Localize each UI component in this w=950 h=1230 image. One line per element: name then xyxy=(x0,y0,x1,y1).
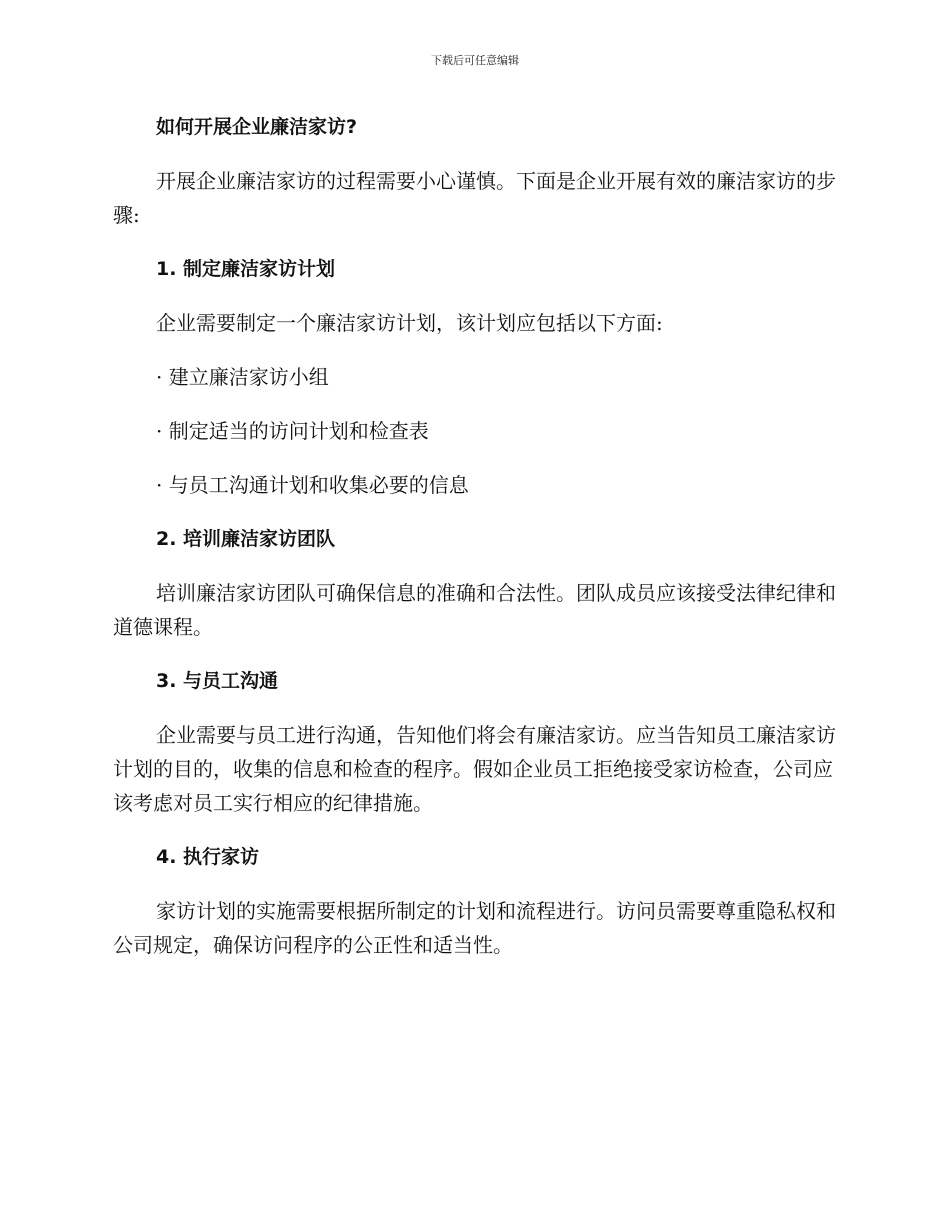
section-text-1: 企业需要制定一个廉洁家访计划，该计划应包括以下方面: xyxy=(156,311,663,335)
document-body xyxy=(113,110,837,962)
bullet-item: · 与员工沟通计划和收集必要的信息 xyxy=(156,473,469,497)
section-text-3: 企业需要与员工进行沟通，告知他们将会有廉洁家访。应当告知员工廉洁家访计划的目的，收集的信息和检查的程序。假如企业员工拒绝接受家访检查，公司应该考虑对员工实行相应的纪律措施。 xyxy=(113,723,836,815)
bullet-item: · 制定适当的访问计划和检查表 xyxy=(156,419,429,443)
section-heading-2: 2. 培训廉洁家访团队 xyxy=(156,528,336,550)
document-title: 如何开展企业廉洁家访? xyxy=(156,116,358,138)
section-heading-1: 1. 制定廉洁家访计划 xyxy=(156,258,336,280)
bullet-item: · 建立廉洁家访小组 xyxy=(156,365,329,389)
page-header: 下载后可任意编辑 xyxy=(431,54,519,67)
section-text-2: 培训廉洁家访团队可确保信息的准确和合法性。团队成员应该接受法律纪律和道德课程。 xyxy=(113,581,836,639)
section-heading-3: 3. 与员工沟通 xyxy=(156,670,279,692)
intro-paragraph: 开展企业廉洁家访的过程需要小心谨慎。下面是企业开展有效的廉洁家访的步骤: xyxy=(113,169,836,227)
section-heading-4: 4. 执行家访 xyxy=(156,846,260,868)
section-text-4: 家访计划的实施需要根据所制定的计划和流程进行。访问员需要尊重隐私权和公司规定，确保访问程序的公正性和适当性。 xyxy=(113,899,836,957)
